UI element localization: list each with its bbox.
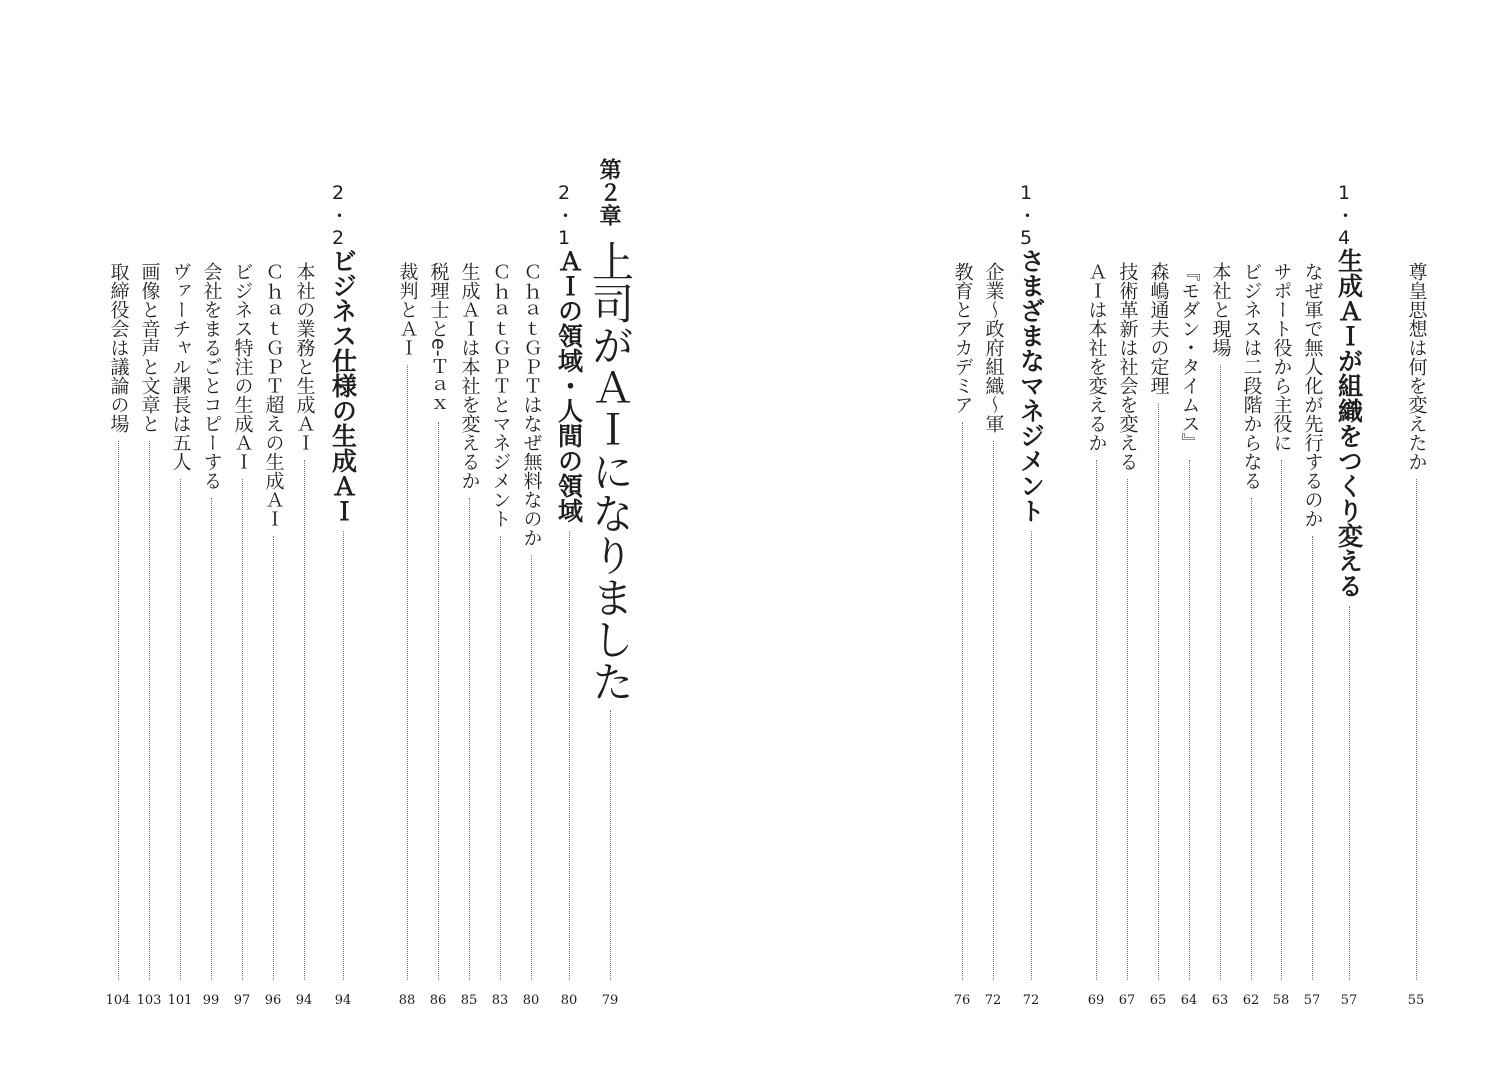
dot-leader <box>1251 498 1252 980</box>
toc-entry[interactable] <box>98 262 138 1007</box>
section-number: 1・5 <box>1015 182 1037 251</box>
toc-entry-title: ＡＩは本社を変えるか <box>1085 262 1108 452</box>
section-title: ＡＩの領域・人間の領域 <box>554 248 584 523</box>
toc-entry-page: 83 <box>491 993 509 1008</box>
toc-entry-page: 67 <box>1118 993 1136 1008</box>
toc-entry-title: 税理士とe-Ｔａｘ <box>427 262 450 414</box>
dot-leader <box>180 479 181 980</box>
dot-leader <box>118 441 119 980</box>
toc-entry-title: 技術革新は社会を変える <box>1116 262 1139 471</box>
toc-entry-page: 88 <box>398 993 416 1008</box>
toc-entry-page: 104 <box>105 993 131 1008</box>
toc-entry[interactable] <box>1396 262 1436 1007</box>
toc-entry-title: 森嶋通夫の定理 <box>1147 262 1170 395</box>
dot-leader <box>273 536 274 980</box>
section-number: 2・1 <box>553 182 575 251</box>
chapter-title: 上司がＡＩになりました <box>586 240 635 702</box>
dot-leader <box>1031 531 1032 980</box>
toc-entry-page: 96 <box>264 993 282 1008</box>
dot-leader <box>149 441 150 980</box>
dot-leader <box>1127 479 1128 980</box>
toc-entry-page: 97 <box>233 993 251 1008</box>
dot-leader <box>1096 460 1097 980</box>
toc-entry-title: ビジネス特注の生成ＡＩ <box>231 262 254 471</box>
toc-entry-page: 86 <box>429 993 447 1008</box>
toc-entry-title: 会社をまるごとコピーする <box>200 262 223 490</box>
section-number: 2・2 <box>327 182 349 251</box>
toc-entry-title: ビジネスは二段階からなる <box>1240 262 1263 490</box>
section-number: 1・4 <box>1333 182 1355 251</box>
toc-entry-page: 55 <box>1407 993 1425 1008</box>
toc-entry-title: なぜ軍で無人化が先行するのか <box>1301 262 1324 528</box>
toc-entry-title: ヴァーチャル課長は五人 <box>169 262 192 471</box>
dot-leader <box>1158 403 1159 980</box>
dot-leader <box>531 555 532 980</box>
toc-entry-title: 生成ＡＩは本社を変えるか <box>458 262 481 490</box>
dot-leader <box>1281 460 1282 980</box>
dot-leader <box>407 365 408 980</box>
section-page: 80 <box>560 993 578 1008</box>
toc-chapter-heading[interactable] <box>586 240 635 1008</box>
toc-entry-page: 64 <box>1180 993 1198 1008</box>
toc-entry-title: 本社の業務と生成ＡＩ <box>293 262 316 452</box>
toc-entry-title: 本社と現場 <box>1209 262 1232 357</box>
toc-entry-page: 63 <box>1211 993 1229 1008</box>
toc-entry-title: ＣｈａｔＧＰＴはなぜ無料なのか <box>520 262 543 547</box>
toc-entry-page: 62 <box>1242 993 1260 1008</box>
toc-entry-title: ＣｈａｔＧＰＴ超えの生成ＡＩ <box>262 262 285 528</box>
toc-section-heading[interactable] <box>1329 248 1369 1007</box>
section-page: 57 <box>1340 993 1358 1008</box>
toc-section-heading[interactable] <box>1011 248 1051 1007</box>
toc-section-heading[interactable] <box>549 248 589 1007</box>
toc-entry-page: 57 <box>1303 993 1321 1008</box>
dot-leader <box>211 498 212 980</box>
dot-leader <box>1312 536 1313 980</box>
dot-leader <box>304 460 305 980</box>
toc-entry-title: 尊皇思想は何を変えたか <box>1405 262 1428 471</box>
toc-entry-title: 画像と音声と文章と <box>138 262 161 433</box>
toc-entry-page: 69 <box>1087 993 1105 1008</box>
toc-entry-title: 『モダン・タイムス』 <box>1178 262 1201 452</box>
toc-entry-page: 58 <box>1272 993 1290 1008</box>
section-title: ビジネス仕様の生成ＡＩ <box>328 248 358 523</box>
dot-leader <box>993 441 994 980</box>
toc-entry-page: 99 <box>202 993 220 1008</box>
toc-entry-title: ＣｈａｔＧＰＴとマネジメント <box>489 262 512 528</box>
toc-entry-page: 76 <box>953 993 971 1008</box>
dot-leader <box>569 531 570 980</box>
dot-leader <box>610 710 611 980</box>
toc-entry-page: 94 <box>295 993 313 1008</box>
toc-entry[interactable] <box>387 262 427 1007</box>
toc-entry-page: 80 <box>522 993 540 1008</box>
toc-entry-page: 85 <box>460 993 478 1008</box>
toc-entry-title: 取締役会は議論の場 <box>107 262 130 433</box>
dot-leader <box>1220 365 1221 980</box>
dot-leader <box>469 498 470 980</box>
toc-entry-page: 101 <box>167 993 193 1008</box>
toc-entry-page: 103 <box>136 993 162 1008</box>
toc-entry-page: 72 <box>984 993 1002 1008</box>
toc-entry-page: 65 <box>1149 993 1167 1008</box>
dot-leader <box>1349 606 1350 980</box>
section-page: 94 <box>334 993 352 1008</box>
toc-entry-title: 教育とアカデミア <box>951 262 974 414</box>
section-title: 生成ＡＩが組織をつくり変える <box>1334 248 1364 598</box>
dot-leader <box>343 531 344 980</box>
chapter-number: 第２章 <box>596 158 621 227</box>
toc-entry[interactable] <box>942 262 982 1007</box>
dot-leader <box>1189 460 1190 980</box>
chapter-page: 79 <box>601 993 619 1008</box>
toc-section-heading[interactable] <box>323 248 363 1007</box>
dot-leader <box>962 422 963 980</box>
dot-leader <box>1416 479 1417 980</box>
toc-entry-title: 裁判とＡＩ <box>396 262 419 357</box>
dot-leader <box>242 479 243 980</box>
toc-entry[interactable] <box>1076 262 1116 1007</box>
toc-entry-title: サポート役から主役に <box>1270 262 1293 452</box>
dot-leader <box>500 536 501 980</box>
section-title: さまざまなマネジメント <box>1016 248 1046 523</box>
toc-entry-title: 企業〜政府組織〜軍 <box>982 262 1005 433</box>
dot-leader <box>438 422 439 980</box>
section-page: 72 <box>1022 993 1040 1008</box>
